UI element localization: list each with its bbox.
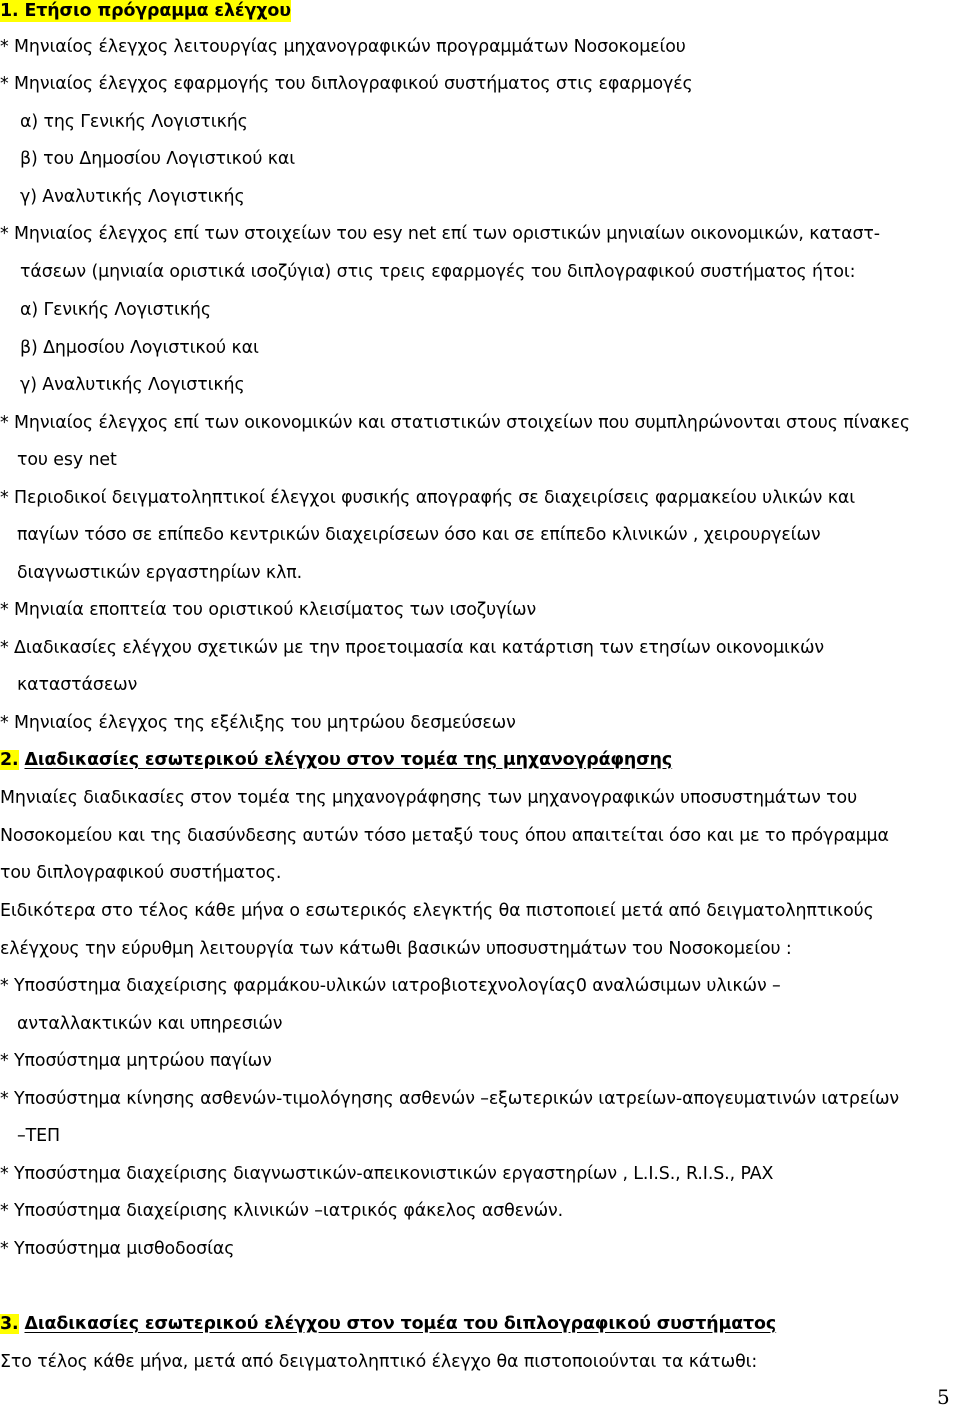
text-line: α) της Γενικής Λογιστικής <box>20 112 248 132</box>
text-line: τάσεων (μηνιαία οριστικά ισοζύγια) στις τρεις εφαρμογές του διπλογραφικού συστήματος ήτοι: <box>20 262 856 282</box>
text-line: * Διαδικασίες ελέγχου σχετικών με την προετοιμασία και κατάρτιση των ετησίων οικονομικών <box>0 638 825 658</box>
text-line: * Υποσύστημα μητρώου παγίων <box>0 1051 272 1071</box>
text-line: * Μηνιαία εποπτεία του οριστικού κλεισίματος των ισοζυγίων <box>0 600 537 620</box>
text-line: του διπλογραφικού συστήματος. <box>0 863 282 883</box>
text-line: * Μηνιαίος έλεγχος της εξέλιξης του μητρώου δεσμεύσεων <box>0 713 516 733</box>
text-line: * Μηνιαίος έλεγχος εφαρμογής του διπλογραφικού συστήματος στις εφαρμογές <box>0 74 693 94</box>
text-line: * Υποσύστημα κίνησης ασθενών-τιμολόγησης ασθενών –εξωτερικών ιατρείων-απογευματινών ιατρείων <box>0 1089 900 1109</box>
text-line: α) Γενικής Λογιστικής <box>20 300 211 320</box>
text-line: γ) Αναλυτικής Λογιστικής <box>20 187 245 207</box>
text-line: * Υποσύστημα μισθοδοσίας <box>0 1239 235 1259</box>
text-line: * Μηνιαίος έλεγχος επί των οικονομικών και στατιστικών στοιχείων που συμπληρώνονται στους πίνακες <box>0 413 910 433</box>
text-line: ανταλλακτικών και υπηρεσιών <box>17 1014 283 1034</box>
section-2-title <box>0 749 672 771</box>
section-1-title: 1. Ετήσιο πρόγραμμα ελέγχου <box>0 1 291 21</box>
text-line: Στο τέλος κάθε μήνα, μετά από δειγματοληπτικό έλεγχο θα πιστοποιούνται τα κάτωθι: <box>0 1352 758 1372</box>
text-line: * Μηνιαίος έλεγχος λειτουργίας μηχανογραφικών προγραμμάτων Νοσοκομείου <box>0 37 686 57</box>
section-3-number: 3. <box>0 1314 19 1334</box>
section-3-heading: Διαδικασίες εσωτερικού ελέγχου στον τομέα του διπλογραφικού συστήματος <box>24 1314 777 1334</box>
section-2-number: 2. <box>0 750 19 770</box>
text-line: καταστάσεων <box>17 675 138 695</box>
text-line: * Περιοδικοί δειγματοληπτικοί έλεγχοι φυσικής απογραφής σε διαχειρίσεις φαρμακείου υλικών και <box>0 488 856 508</box>
text-line: γ) Αναλυτικής Λογιστικής <box>20 375 245 395</box>
text-line: Μηνιαίες διαδικασίες στον τομέα της μηχανογράφησης των μηχανογραφικών υποσυστημάτων του <box>0 788 858 808</box>
text-line: του esy net <box>17 450 117 470</box>
text-line: –ΤΕΠ <box>17 1126 60 1146</box>
text-line: * Μηνιαίος έλεγχος επί των στοιχείων του esy net επί των οριστικών μηνιαίων οικονομικών, καταστ- <box>0 224 880 244</box>
text-line: * Υποσύστημα διαχείρισης φαρμάκου-υλικών ιατροβιοτεχνολογίας0 αναλώσιμων υλικών – <box>0 976 781 996</box>
text-line: * Υποσύστημα διαχείρισης κλινικών –ιατρικός φάκελος ασθενών. <box>0 1201 564 1221</box>
page-number: 5 <box>937 1385 950 1409</box>
text-line: ελέγχους την εύρυθμη λειτουργία των κάτωθι βασικών υποσυστημάτων του Νοσοκομείου : <box>0 939 792 959</box>
text-line: β) του Δημοσίου Λογιστικού και <box>20 149 296 169</box>
text-line: παγίων τόσο σε επίπεδο κεντρικών διαχειρίσεων όσο και σε επίπεδο κλινικών , χειρουργείων <box>17 525 821 545</box>
text-line: Νοσοκομείου και της διασύνδεσης αυτών τόσο μεταξύ τους όπου απαιτείται όσο και με το πρόγραμμα <box>0 826 889 846</box>
section-3-title <box>0 1313 776 1335</box>
section-2-heading: Διαδικασίες εσωτερικού ελέγχου στον τομέα της μηχανογράφησης <box>24 750 673 770</box>
text-line: β) Δημοσίου Λογιστικού και <box>20 338 259 358</box>
text-line: * Υποσύστημα διαχείρισης διαγνωστικών-απεικονιστικών εργαστηρίων , L.I.S., R.I.S., PAX <box>0 1164 774 1184</box>
text-line: Ειδικότερα στο τέλος κάθε μήνα ο εσωτερικός ελεγκτής θα πιστοποιεί μετά από δειγματοληπτικούς <box>0 901 874 921</box>
text-line: διαγνωστικών εργαστηρίων κλπ. <box>17 563 303 583</box>
